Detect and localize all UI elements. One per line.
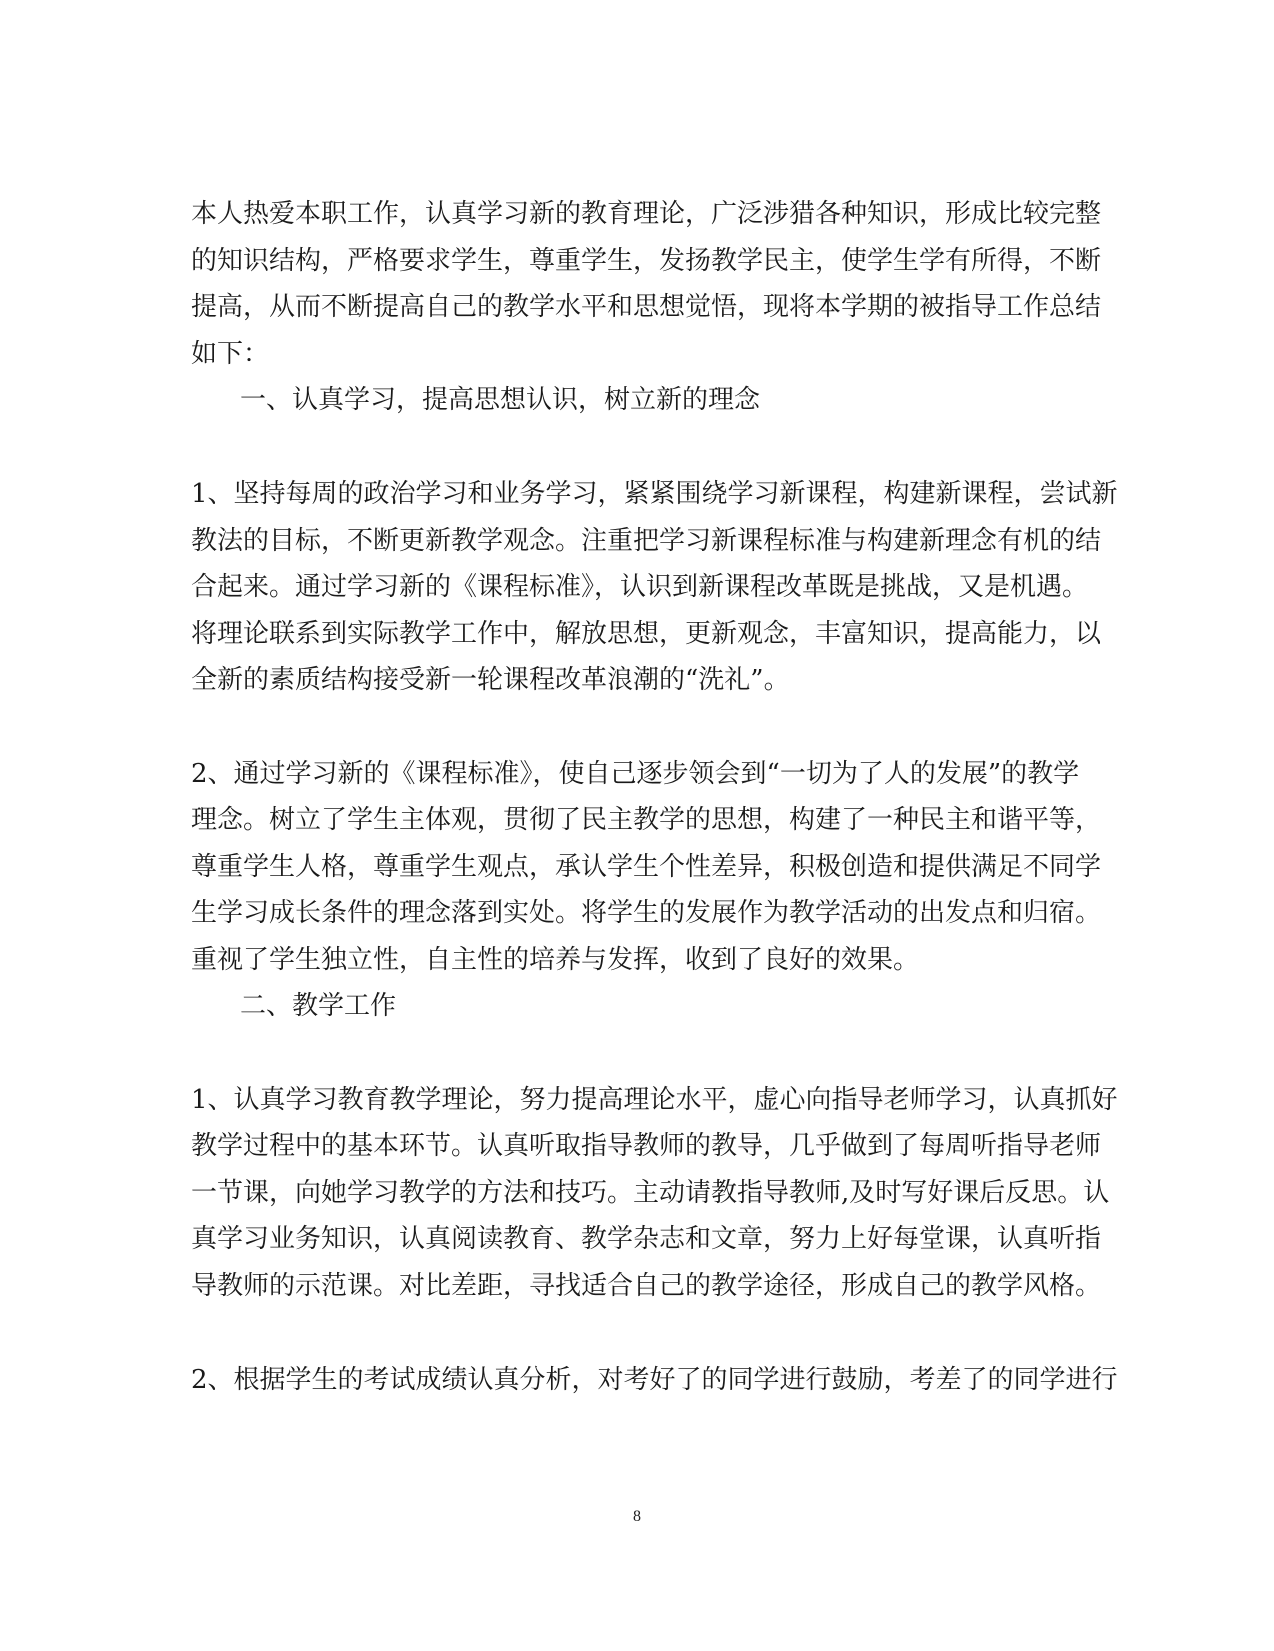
section-heading: 一、认真学习，提高思想认识，树立新的理念 (240, 385, 761, 415)
page-number: 8 (633, 1508, 641, 1525)
text-line: 重视了学生独立性，自主性的培养与发挥，收到了良好的效果。 (191, 945, 920, 975)
text-line: 合起来。通过学习新的《课程标准》，认识到新课程改革既是挑战，又是机遇。 (191, 572, 1089, 602)
text-line: 1、坚持每周的政治学习和业务学习，紧紧围绕学习新课程，构建新课程，尝试新 (191, 479, 1118, 509)
section-heading: 二、教学工作 (240, 991, 397, 1021)
text-line: 2、通过学习新的《课程标准》，使自己逐步领会到“一切为了人的发展”的教学 (191, 759, 1080, 789)
text-line: 教学过程中的基本环节。认真听取指导教师的教导，几乎做到了每周听指导老师 (191, 1131, 1102, 1161)
text-line: 如下： (191, 339, 270, 369)
text-line: 尊重学生人格，尊重学生观点，承认学生个性差异，积极创造和提供满足不同学 (191, 852, 1102, 882)
text-line: 本人热爱本职工作，认真学习新的教育理论，广泛涉猎各种知识，形成比较完整 (191, 199, 1102, 229)
text-line: 真学习业务知识，认真阅读教育、教学杂志和文章，努力上好每堂课，认真听指 (191, 1224, 1102, 1254)
text-line: 将理论联系到实际教学工作中，解放思想，更新观念，丰富知识，提高能力，以 (191, 619, 1102, 649)
text-line: 2、根据学生的考试成绩认真分析，对考好了的同学进行鼓励，考差了的同学进行 (191, 1365, 1118, 1395)
text-line: 提高，从而不断提高自己的教学水平和思想觉悟，现将本学期的被指导工作总结 (191, 292, 1102, 322)
text-line: 1、认真学习教育教学理论，努力提高理论水平，虚心向指导老师学习，认真抓好 (191, 1085, 1118, 1115)
text-line: 理念。树立了学生主体观，贯彻了民主教学的思想，构建了一种民主和谐平等， (191, 805, 1102, 835)
text-line: 全新的素质结构接受新一轮课程改革浪潮的“洗礼”。 (191, 665, 790, 695)
text-line: 教法的目标，不断更新教学观念。注重把学习新课程标准与构建新理念有机的结 (191, 526, 1102, 556)
text-line: 生学习成长条件的理念落到实处。将学生的发展作为教学活动的出发点和归宿。 (191, 898, 1102, 928)
text-line: 导教师的示范课。对比差距，寻找适合自己的教学途径，形成自己的教学风格。 (191, 1271, 1102, 1301)
text-line: 的知识结构，严格要求学生，尊重学生，发扬教学民主，使学生学有所得，不断 (191, 246, 1102, 276)
text-line: 一节课，向她学习教学的方法和技巧。主动请教指导教师,及时写好课后反思。认 (191, 1178, 1110, 1208)
